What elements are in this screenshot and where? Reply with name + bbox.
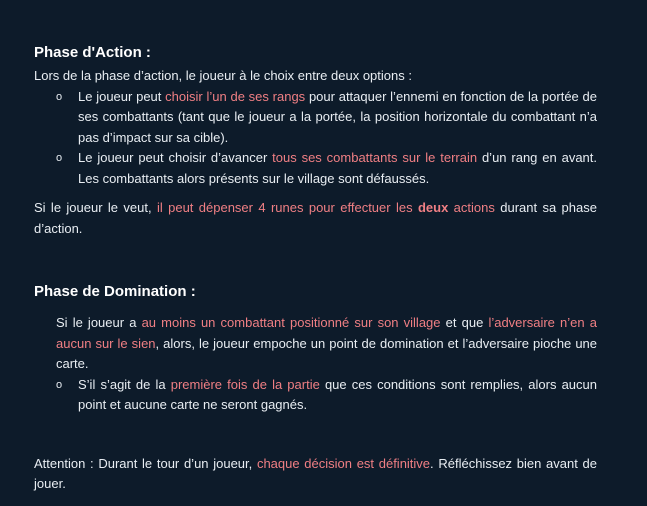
attention-text: . Réfléchissez bien avant de jouer. [34,455,597,491]
attention-highlight: chaque décision est définitive [256,455,431,471]
attention-paragraph [34,454,597,495]
runes-bold: deux [417,200,449,215]
domination-highlight: au moins un combattant positionné sur son village [141,315,441,330]
exception-text: que ces conditions sont remplies, alors aucun point et aucune carte ne seront gagnés. [78,376,597,412]
runes-text: Si le joueur le veut, [34,200,157,215]
runes-text: durant sa phase d’action. [34,200,597,236]
action-intro: Lors de la phase d’action, le joueur à le choix entre deux options : [34,68,412,83]
bullet-marker: o [56,152,63,164]
attention-text: Attention : Durant le tour d’un joueur, [34,455,257,471]
option-highlight: choisir l’un de ses rangs [165,88,306,104]
option-text: pour attaquer l’ennemi en fonction de la portée de ses combattants (tant que le joueur a la portée, la position horizontale du combattant n’a pas d’impact sur sa cible). [78,88,597,145]
exception-text: S’il s’agit de la [78,376,171,392]
bullet-marker: o [56,378,63,391]
domination-text: et que [440,315,489,330]
domination-phase-title: Phase de Domination : [34,283,196,300]
bullet-marker: o [56,90,63,103]
option-text: d’un rang en avant. Les combattants alors présents sur le village sont défaussés. [78,150,598,186]
domination-highlight: l’adversaire n’en a aucun sur le sien [56,315,597,351]
action-phase-title: Phase d'Action : [34,44,151,61]
action-option-advance [34,148,597,189]
option-text: Le joueur peut choisir d’avancer [78,150,273,165]
option-text: Le joueur peut [78,88,166,104]
runes-paragraph [34,198,597,239]
domination-list [34,375,597,416]
exception-highlight: première fois de la partie [170,376,320,392]
domination-text: , alors, le joueur empoche un point de domination et l’adversaire pioche une carte. [56,335,598,371]
runes-highlight: il peut dépenser 4 runes pour effectuer les [156,200,418,215]
option-highlight: tous ses combattants sur le terrain [272,150,478,165]
runes-highlight: actions [448,200,495,215]
rules-page [34,0,597,495]
action-options-list [34,87,597,190]
domination-text: Si le joueur a [56,315,142,330]
domination-paragraph [34,313,597,375]
action-option-attack [34,87,597,149]
domination-exception [34,375,597,416]
